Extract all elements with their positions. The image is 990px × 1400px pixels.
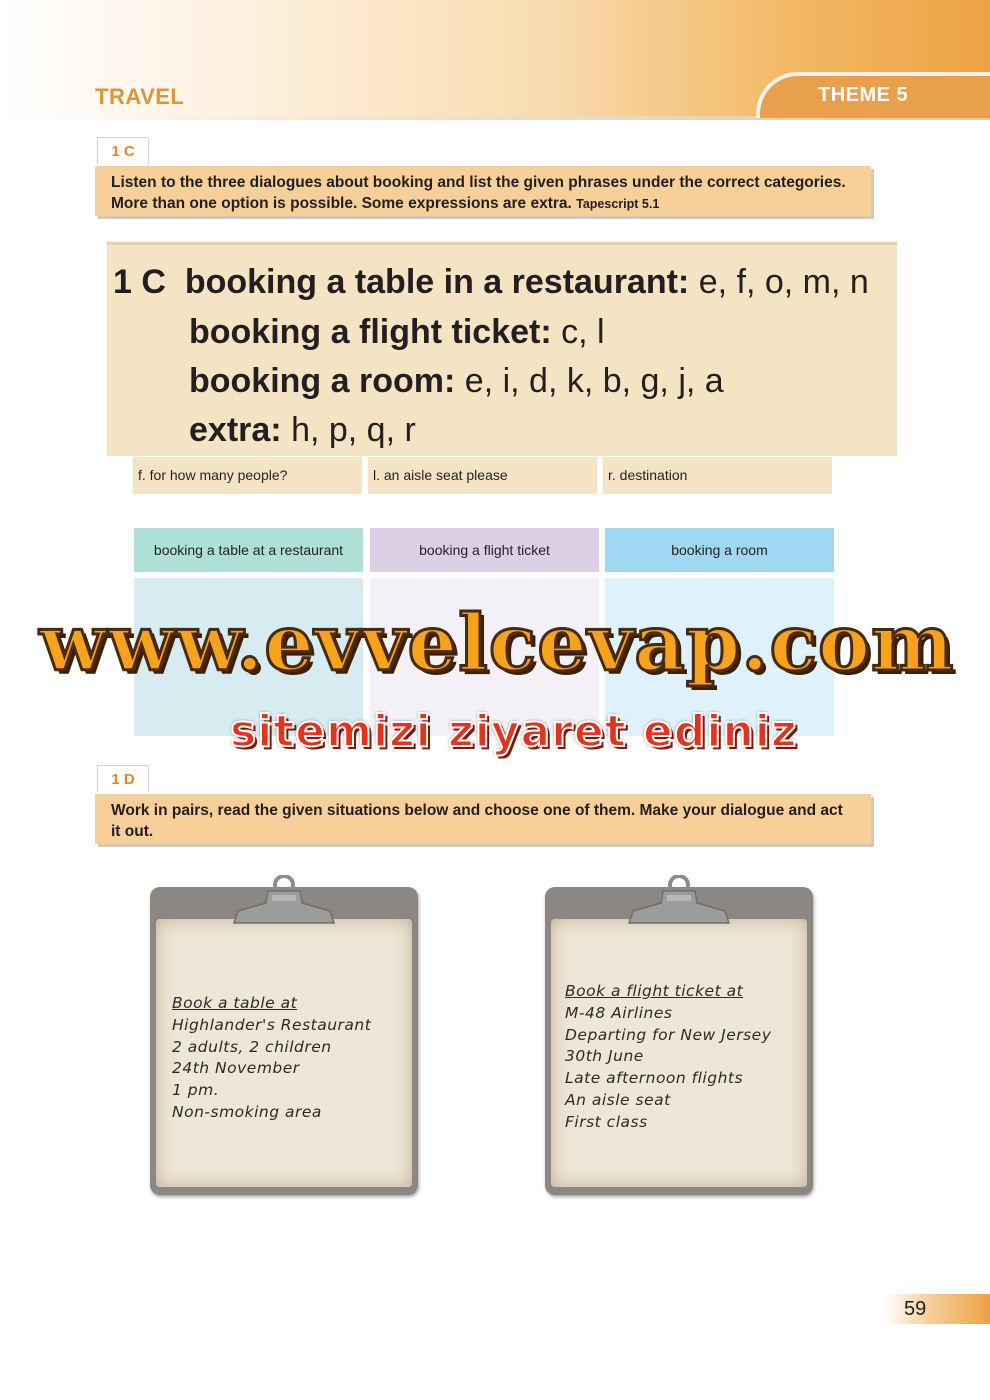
clipboard-note bbox=[565, 981, 771, 1134]
category-header-restaurant: booking a table at a restaurant bbox=[134, 528, 363, 572]
theme-label: THEME 5 bbox=[818, 84, 909, 106]
answer-line-flight bbox=[189, 313, 605, 352]
phrase-l: l. an aisle seat please bbox=[368, 457, 597, 494]
instruction-text: Listen to the three dialogues about booking and list the given phrases under the correct categories. More than one option is possible. Some expressions are extra. bbox=[111, 174, 846, 212]
note-line: Non-smoking area bbox=[172, 1102, 322, 1121]
watermark-url: www.evvelcevap.com bbox=[39, 598, 955, 689]
note-heading: Book a flight ticket at bbox=[565, 982, 744, 1000]
answer-label: booking a room: bbox=[189, 362, 456, 400]
note-line: 1 pm. bbox=[172, 1081, 220, 1100]
category-header-room: booking a room bbox=[605, 528, 834, 572]
answer-line-restaurant bbox=[113, 263, 869, 302]
answer-prefix: 1 C bbox=[113, 263, 166, 301]
answer-label: extra: bbox=[189, 411, 282, 449]
answer-value: e, i, d, k, b, g, j, a bbox=[464, 362, 724, 400]
watermark-tagline: sitemizi ziyaret ediniz bbox=[230, 706, 798, 757]
answer-value: c, l bbox=[561, 313, 605, 351]
note-line: Departing for New Jersey bbox=[565, 1025, 772, 1044]
section-tag-1d: 1 D bbox=[97, 765, 149, 793]
note-line: 30th June bbox=[565, 1047, 644, 1066]
note-line: First class bbox=[565, 1112, 648, 1131]
instruction-1d: Work in pairs, read the given situations below and choose one of them. Make your dialogue and act it out. bbox=[95, 794, 871, 844]
page-number: 59 bbox=[904, 1298, 927, 1320]
note-line: M-48 Airlines bbox=[565, 1003, 673, 1022]
answer-line-extra bbox=[189, 411, 416, 450]
clipboard-note bbox=[172, 993, 371, 1124]
clipboard-flight bbox=[545, 887, 813, 1195]
category-header-flight: booking a flight ticket bbox=[370, 528, 599, 572]
answer-line-room bbox=[189, 362, 724, 401]
clipboard-clip-icon bbox=[623, 875, 735, 925]
phrase-r: r. destination bbox=[603, 457, 832, 494]
answer-value: e, f, o, m, n bbox=[698, 263, 869, 301]
answer-label: booking a table in a restaurant: bbox=[184, 263, 690, 301]
note-line: Highlander's Restaurant bbox=[172, 1015, 372, 1034]
section-tag-1c: 1 C bbox=[97, 137, 149, 165]
tapescript-label: Tapescript 5.1 bbox=[576, 197, 660, 211]
clipboard-clip-icon bbox=[228, 875, 340, 925]
instruction-1c bbox=[95, 166, 871, 216]
section-title: TRAVEL bbox=[95, 84, 185, 109]
note-heading: Book a table at bbox=[172, 994, 298, 1012]
answer-value: h, p, q, r bbox=[291, 411, 416, 449]
answer-box bbox=[107, 242, 897, 456]
note-line: Late afternoon flights bbox=[565, 1069, 744, 1088]
answer-label: booking a flight ticket: bbox=[189, 313, 552, 351]
note-line: An aisle seat bbox=[565, 1090, 671, 1109]
phrase-f: f. for how many people? bbox=[133, 457, 362, 494]
note-line: 24th November bbox=[172, 1059, 300, 1078]
note-line: 2 adults, 2 children bbox=[172, 1037, 332, 1056]
page-number-bar bbox=[884, 1294, 990, 1324]
clipboard-restaurant bbox=[150, 887, 418, 1195]
